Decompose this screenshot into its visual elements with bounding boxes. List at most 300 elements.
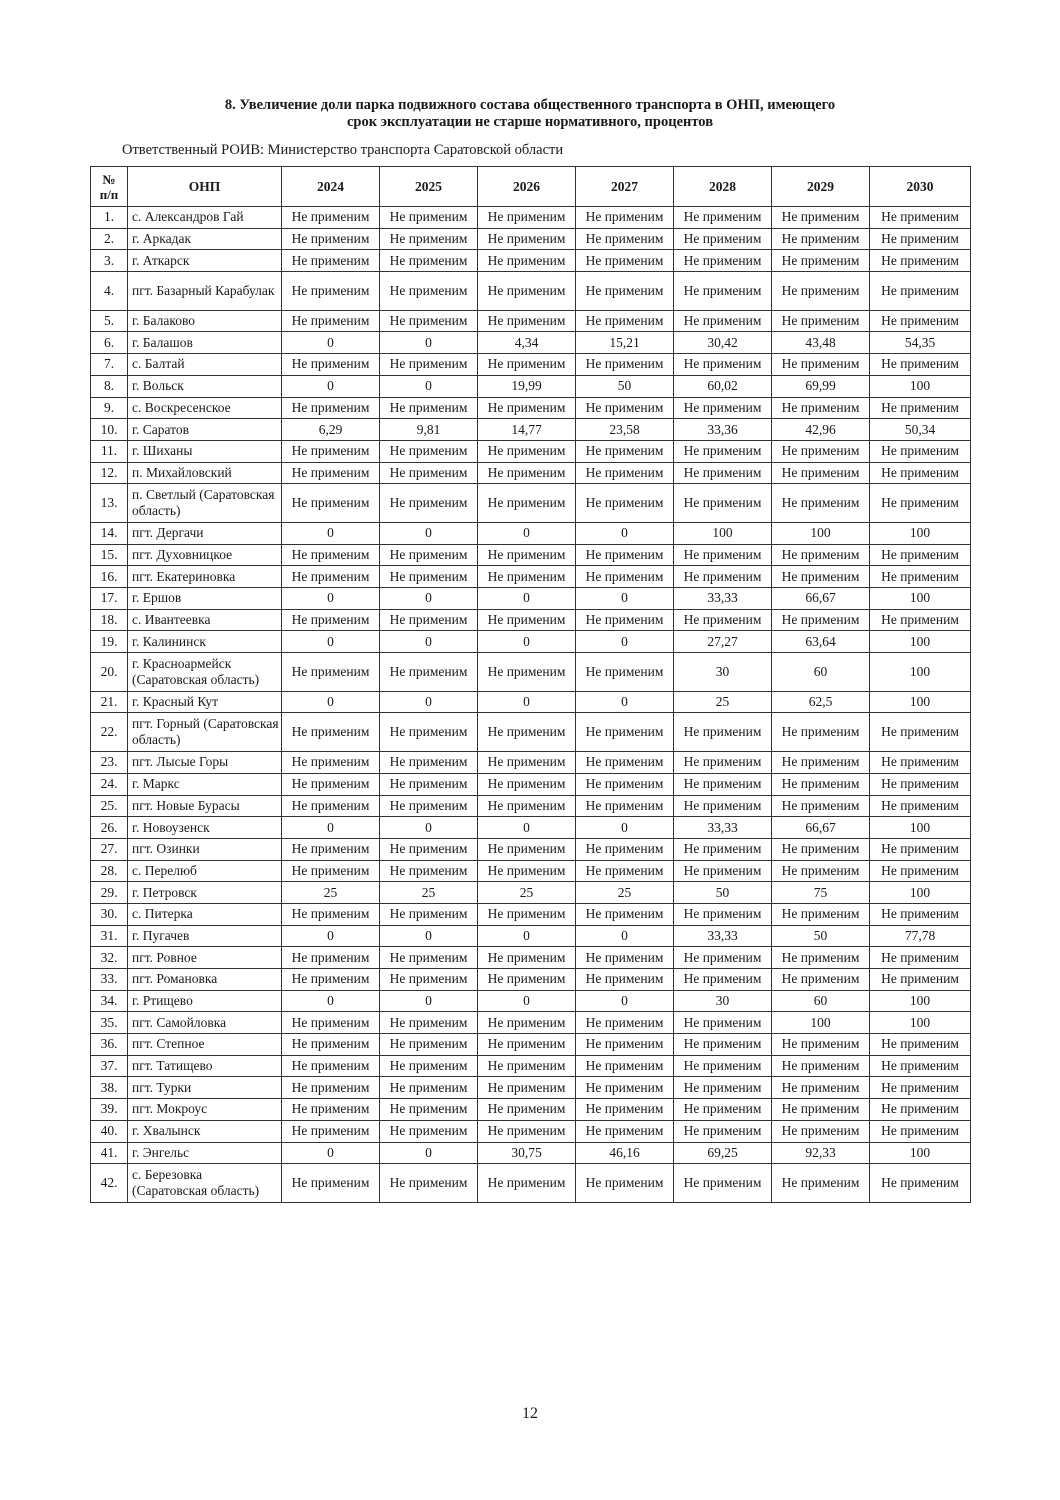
value-cell: Не применим [282,207,380,229]
settlement-name-cell: с. Перелюб [128,860,282,882]
settlement-name-cell: г. Маркс [128,773,282,795]
row-number-cell: 5. [91,310,128,332]
value-cell: Не применим [576,397,674,419]
value-cell: Не применим [870,713,971,752]
value-cell: 60 [772,653,870,692]
value-cell: 4,34 [478,332,576,354]
value-cell: Не применим [772,272,870,311]
value-cell: Не применим [674,609,772,631]
value-cell: Не применим [576,272,674,311]
row-number-cell: 32. [91,947,128,969]
value-cell: Не применим [576,838,674,860]
settlement-name-cell: пгт. Базарный Карабулак [128,272,282,311]
table-row [91,903,971,925]
value-cell: Не применим [772,860,870,882]
value-cell: 0 [478,588,576,610]
settlement-name-cell: пгт. Татищево [128,1055,282,1077]
value-cell: Не применим [674,544,772,566]
value-cell: Не применим [380,1034,478,1056]
value-cell: Не применим [674,462,772,484]
value-cell: Не применим [478,310,576,332]
value-cell: 63,64 [772,631,870,653]
value-cell: Не применим [282,544,380,566]
value-cell: 0 [380,522,478,544]
row-number-cell: 28. [91,860,128,882]
value-cell: Не применим [870,440,971,462]
value-cell: Не применим [576,354,674,376]
value-cell: 0 [282,375,380,397]
value-cell: Не применим [478,1120,576,1142]
value-cell: 100 [870,882,971,904]
value-cell: 0 [282,332,380,354]
value-cell: Не применим [772,947,870,969]
row-number-cell: 40. [91,1120,128,1142]
table-row [91,860,971,882]
value-cell: Не применим [772,462,870,484]
value-cell: 100 [870,375,971,397]
value-cell: Не применим [870,397,971,419]
value-cell: 0 [380,332,478,354]
value-cell: Не применим [870,1164,971,1203]
value-cell: Не применим [772,484,870,523]
value-cell: Не применим [282,397,380,419]
table-row [91,609,971,631]
value-cell: 66,67 [772,588,870,610]
value-cell: Не применим [282,484,380,523]
table-row [91,1055,971,1077]
value-cell: Не применим [576,440,674,462]
value-cell: 33,33 [674,588,772,610]
value-cell: 30 [674,653,772,692]
value-cell: Не применим [478,566,576,588]
value-cell: Не применим [282,250,380,272]
table-body [91,207,971,1203]
value-cell: 100 [772,1012,870,1034]
value-cell: 0 [282,522,380,544]
value-cell: 100 [870,691,971,713]
row-number-cell: 25. [91,795,128,817]
value-cell: Не применим [282,969,380,991]
value-cell: Не применим [772,207,870,229]
value-cell: 100 [870,1142,971,1164]
value-cell: Не применим [380,795,478,817]
value-cell: Не применим [772,713,870,752]
settlement-name-cell: г. Шиханы [128,440,282,462]
value-cell: Не применим [772,609,870,631]
value-cell: 50 [772,925,870,947]
header-year-2025: 2025 [380,167,478,207]
value-cell: Не применим [380,1055,478,1077]
responsible-authority: Ответственный РОИВ: Министерство транспорта Саратовской области [122,142,564,158]
value-cell: 69,99 [772,375,870,397]
table-row [91,354,971,376]
header-number-symbol: № [102,171,116,187]
value-cell: Не применим [870,272,971,311]
table-row [91,713,971,752]
value-cell: Не применим [380,207,478,229]
value-cell: 46,16 [576,1142,674,1164]
value-cell: Не применим [380,969,478,991]
settlement-name-cell: с. Питерка [128,903,282,925]
value-cell: Не применим [674,566,772,588]
value-cell: Не применим [870,250,971,272]
value-cell: Не применим [282,653,380,692]
row-number-cell: 31. [91,925,128,947]
value-cell: Не применим [380,310,478,332]
value-cell: Не применим [870,1120,971,1142]
value-cell: Не применим [380,752,478,774]
row-number-cell: 6. [91,332,128,354]
table-row [91,653,971,692]
value-cell: 27,27 [674,631,772,653]
value-cell: Не применим [870,969,971,991]
value-cell: 0 [282,817,380,839]
value-cell: Не применим [282,1077,380,1099]
value-cell: 0 [380,588,478,610]
value-cell: Не применим [380,713,478,752]
row-number-cell: 35. [91,1012,128,1034]
value-cell: Не применим [478,462,576,484]
value-cell: Не применим [674,947,772,969]
settlement-name-cell: с. Березовка (Саратовская область) [128,1164,282,1203]
settlement-name-cell: пгт. Турки [128,1077,282,1099]
table-row [91,969,971,991]
value-cell: Не применим [870,838,971,860]
value-cell: Не применим [772,1077,870,1099]
value-cell: 60,02 [674,375,772,397]
value-cell: 77,78 [870,925,971,947]
value-cell: 23,58 [576,419,674,441]
value-cell: Не применим [674,1012,772,1034]
value-cell: 0 [576,691,674,713]
value-cell: 0 [380,817,478,839]
value-cell: Не применим [380,440,478,462]
value-cell: 0 [576,588,674,610]
value-cell: Не применим [282,1034,380,1056]
row-number-cell: 41. [91,1142,128,1164]
value-cell: Не применим [380,947,478,969]
table-row [91,310,971,332]
header-number [91,167,128,207]
value-cell: Не применим [870,903,971,925]
value-cell: Не применим [478,207,576,229]
value-cell: Не применим [478,860,576,882]
value-cell: 100 [772,522,870,544]
value-cell: 15,21 [576,332,674,354]
value-cell: Не применим [870,207,971,229]
value-cell: Не применим [380,1120,478,1142]
value-cell: Не применим [870,484,971,523]
value-cell: Не применим [478,397,576,419]
row-number-cell: 11. [91,440,128,462]
value-cell: Не применим [282,752,380,774]
settlement-name-cell: пгт. Озинки [128,838,282,860]
table-row [91,566,971,588]
settlement-name-cell: пгт. Духовницкое [128,544,282,566]
value-cell: Не применим [674,484,772,523]
row-number-cell: 37. [91,1055,128,1077]
header-year-2030: 2030 [870,167,971,207]
value-cell: 0 [478,925,576,947]
value-cell: Не применим [380,1099,478,1121]
value-cell: Не применим [380,903,478,925]
value-cell: Не применим [772,1034,870,1056]
value-cell: Не применим [478,440,576,462]
value-cell: 0 [478,522,576,544]
value-cell: Не применим [674,838,772,860]
value-cell: Не применим [772,1099,870,1121]
value-cell: 0 [380,1142,478,1164]
value-cell: Не применим [478,1077,576,1099]
row-number-cell: 1. [91,207,128,229]
value-cell: Не применим [870,462,971,484]
table-row [91,207,971,229]
value-cell: Не применим [576,947,674,969]
value-cell: Не применим [282,609,380,631]
row-number-cell: 17. [91,588,128,610]
value-cell: Не применим [380,566,478,588]
value-cell: Не применим [870,544,971,566]
value-cell: Не применим [674,903,772,925]
header-year-2029: 2029 [772,167,870,207]
value-cell: Не применим [478,484,576,523]
value-cell: Не применим [674,969,772,991]
row-number-cell: 16. [91,566,128,588]
settlement-name-cell: г. Энгельс [128,1142,282,1164]
value-cell: Не применим [380,544,478,566]
value-cell: Не применим [674,752,772,774]
value-cell: 25 [380,882,478,904]
row-number-cell: 26. [91,817,128,839]
value-cell: Не применим [576,903,674,925]
row-number-cell: 3. [91,250,128,272]
value-cell: 0 [478,817,576,839]
table-row [91,773,971,795]
value-cell: Не применим [870,566,971,588]
value-cell: 25 [478,882,576,904]
table-row [91,1077,971,1099]
value-cell: Не применим [772,397,870,419]
value-cell: 100 [870,653,971,692]
value-cell: Не применим [772,795,870,817]
value-cell: 50 [576,375,674,397]
value-cell: Не применим [674,207,772,229]
value-cell: 0 [478,691,576,713]
value-cell: Не применим [870,1034,971,1056]
value-cell: Не применим [282,838,380,860]
value-cell: Не применим [674,1164,772,1203]
value-cell: Не применим [478,752,576,774]
value-cell: 0 [380,375,478,397]
value-cell: Не применим [576,1012,674,1034]
header-year-2028: 2028 [674,167,772,207]
value-cell: Не применим [282,903,380,925]
value-cell: Не применим [870,752,971,774]
table-row [91,990,971,1012]
value-cell: Не применим [674,440,772,462]
value-cell: Не применим [870,1055,971,1077]
value-cell: Не применим [772,566,870,588]
value-cell: Не применим [674,310,772,332]
value-cell: Не применим [478,354,576,376]
value-cell: Не применим [576,207,674,229]
value-cell: Не применим [870,228,971,250]
value-cell: Не применим [674,272,772,311]
table-row [91,440,971,462]
value-cell: Не применим [674,713,772,752]
value-cell: Не применим [772,1055,870,1077]
value-cell: Не применим [478,903,576,925]
table-row [91,250,971,272]
settlement-name-cell: пгт. Екатериновка [128,566,282,588]
settlement-name-cell: г. Ртищево [128,990,282,1012]
value-cell: Не применим [576,462,674,484]
row-number-cell: 22. [91,713,128,752]
settlement-name-cell: г. Красноармейск (Саратовская область) [128,653,282,692]
table-row [91,752,971,774]
value-cell: Не применим [380,484,478,523]
value-cell: Не применим [282,310,380,332]
row-number-cell: 9. [91,397,128,419]
value-cell: 100 [870,522,971,544]
value-cell: 60 [772,990,870,1012]
value-cell: Не применим [282,566,380,588]
settlement-name-cell: пгт. Романовка [128,969,282,991]
value-cell: Не применим [870,795,971,817]
value-cell: Не применим [576,1077,674,1099]
settlement-name-cell: с. Ивантеевка [128,609,282,631]
settlement-name-cell: пгт. Мокроус [128,1099,282,1121]
value-cell: 30,75 [478,1142,576,1164]
value-cell: Не применим [478,969,576,991]
value-cell: 43,48 [772,332,870,354]
page-number: 12 [522,1405,538,1422]
settlement-name-cell: пгт. Горный (Саратовская область) [128,713,282,752]
table-row [91,332,971,354]
value-cell: Не применим [870,1077,971,1099]
value-cell: Не применим [870,354,971,376]
value-cell: Не применим [282,773,380,795]
value-cell: Не применим [576,795,674,817]
value-cell: Не применим [380,860,478,882]
value-cell: Не применим [576,566,674,588]
table-row [91,925,971,947]
value-cell: Не применим [282,860,380,882]
settlement-name-cell: с. Балтай [128,354,282,376]
table-row [91,1120,971,1142]
row-number-cell: 15. [91,544,128,566]
value-cell: Не применим [282,272,380,311]
value-cell: Не применим [380,653,478,692]
value-cell: Не применим [380,1012,478,1034]
settlement-name-cell: пгт. Степное [128,1034,282,1056]
value-cell: 92,33 [772,1142,870,1164]
value-cell: Не применим [576,250,674,272]
value-cell: Не применим [478,795,576,817]
value-cell: Не применим [282,1120,380,1142]
settlement-name-cell: г. Пугачев [128,925,282,947]
value-cell: Не применим [772,969,870,991]
value-cell: 100 [870,990,971,1012]
header-row [91,167,971,207]
header-number-abbr: п/п [99,186,119,202]
row-number-cell: 2. [91,228,128,250]
value-cell: 0 [380,631,478,653]
value-cell: 30 [674,990,772,1012]
value-cell: 50 [674,882,772,904]
settlement-name-cell: г. Аркадак [128,228,282,250]
row-number-cell: 18. [91,609,128,631]
value-cell: Не применим [380,609,478,631]
table-row [91,397,971,419]
value-cell: 25 [576,882,674,904]
settlement-name-cell: пгт. Дергачи [128,522,282,544]
value-cell: Не применим [282,713,380,752]
value-cell: Не применим [772,354,870,376]
value-cell: 0 [478,631,576,653]
value-cell: Не применим [674,1099,772,1121]
row-number-cell: 20. [91,653,128,692]
indicator-table [90,166,971,1203]
settlement-name-cell: пгт. Самойловка [128,1012,282,1034]
value-cell: Не применим [576,310,674,332]
value-cell: Не применим [478,653,576,692]
value-cell: 0 [380,691,478,713]
value-cell: 69,25 [674,1142,772,1164]
value-cell: Не применим [282,1055,380,1077]
value-cell: Не применим [870,609,971,631]
table-row [91,691,971,713]
value-cell: Не применим [380,272,478,311]
value-cell: Не применим [674,1034,772,1056]
value-cell: Не применим [772,250,870,272]
value-cell: Не применим [478,272,576,311]
settlement-name-cell: с. Александров Гай [128,207,282,229]
value-cell: 9,81 [380,419,478,441]
row-number-cell: 4. [91,272,128,311]
row-number-cell: 36. [91,1034,128,1056]
header-onp: ОНП [128,167,282,207]
value-cell: Не применим [576,609,674,631]
table-row [91,462,971,484]
settlement-name-cell: г. Аткарск [128,250,282,272]
value-cell: Не применим [576,228,674,250]
value-cell: Не применим [380,228,478,250]
value-cell: Не применим [576,544,674,566]
row-number-cell: 38. [91,1077,128,1099]
value-cell: 0 [478,990,576,1012]
value-cell: 6,29 [282,419,380,441]
value-cell: Не применим [282,462,380,484]
table-row [91,544,971,566]
settlement-name-cell: г. Балаково [128,310,282,332]
row-number-cell: 8. [91,375,128,397]
header-year-2024: 2024 [282,167,380,207]
value-cell: Не применим [772,544,870,566]
settlement-name-cell: г. Вольск [128,375,282,397]
value-cell: 0 [576,990,674,1012]
value-cell: Не применим [576,752,674,774]
settlement-name-cell: г. Балашов [128,332,282,354]
table-row [91,1142,971,1164]
value-cell: Не применим [478,1012,576,1034]
value-cell: 0 [282,990,380,1012]
value-cell: 50,34 [870,419,971,441]
settlement-name-cell: пгт. Ровное [128,947,282,969]
table-row [91,522,971,544]
value-cell: Не применим [674,397,772,419]
value-cell: 0 [282,1142,380,1164]
